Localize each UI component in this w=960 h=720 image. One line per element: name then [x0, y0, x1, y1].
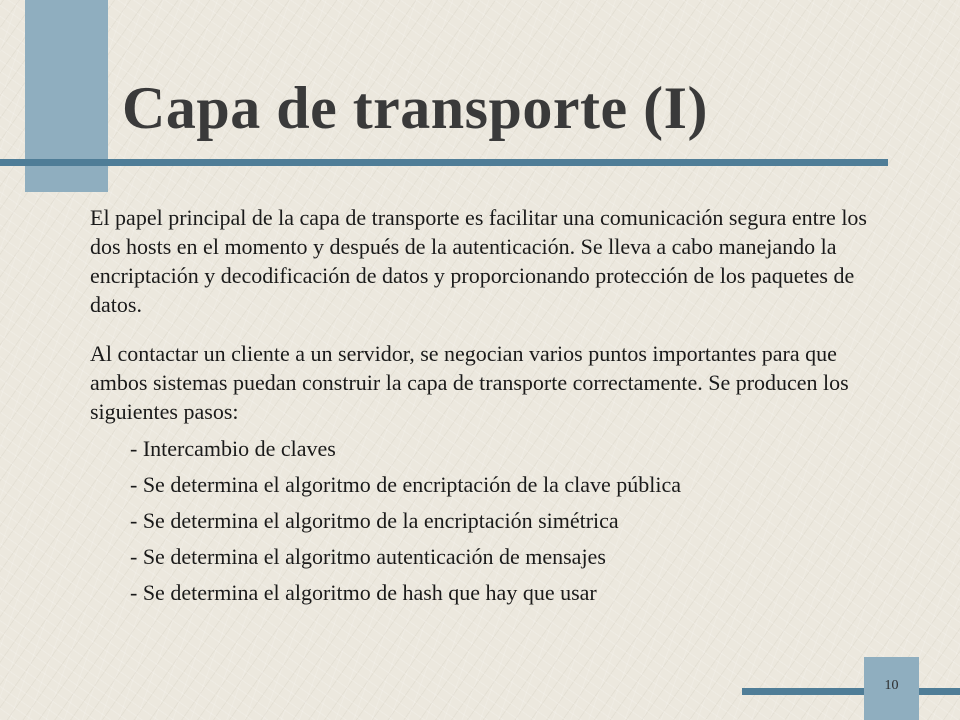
step-item: - Se determina el algoritmo autenticación de mensajes [130, 544, 606, 569]
step-item: - Se determina el algoritmo de hash que hay que usar [130, 580, 597, 605]
step-item: - Intercambio de claves [130, 436, 336, 461]
steps-list [90, 431, 890, 611]
decorative-bar-top [0, 159, 888, 166]
decorative-bar-bottom [742, 688, 960, 695]
slide-body [90, 203, 890, 611]
step-item: - Se determina el algoritmo de la encriptación simétrica [130, 508, 619, 533]
step-item: - Se determina el algoritmo de encriptación de la clave pública [130, 472, 681, 497]
page-number: 10 [884, 678, 899, 693]
slide-title: Capa de transporte (I) [122, 75, 708, 141]
paragraph-transport-role: El papel principal de la capa de transporte es facilitar una comunicación segura entre los dos hosts en el momento y después de la autenticación. Se lleva a cabo manejando la encriptación y decodificación de datos y proporcionando protección de los paquetes de datos. [90, 205, 867, 317]
paragraph-negotiation: Al contactar un cliente a un servidor, se negocian varios puntos importantes para que ambos sistemas puedan construir la capa de transporte correctamente. Se producen los siguientes pasos: [90, 341, 849, 424]
